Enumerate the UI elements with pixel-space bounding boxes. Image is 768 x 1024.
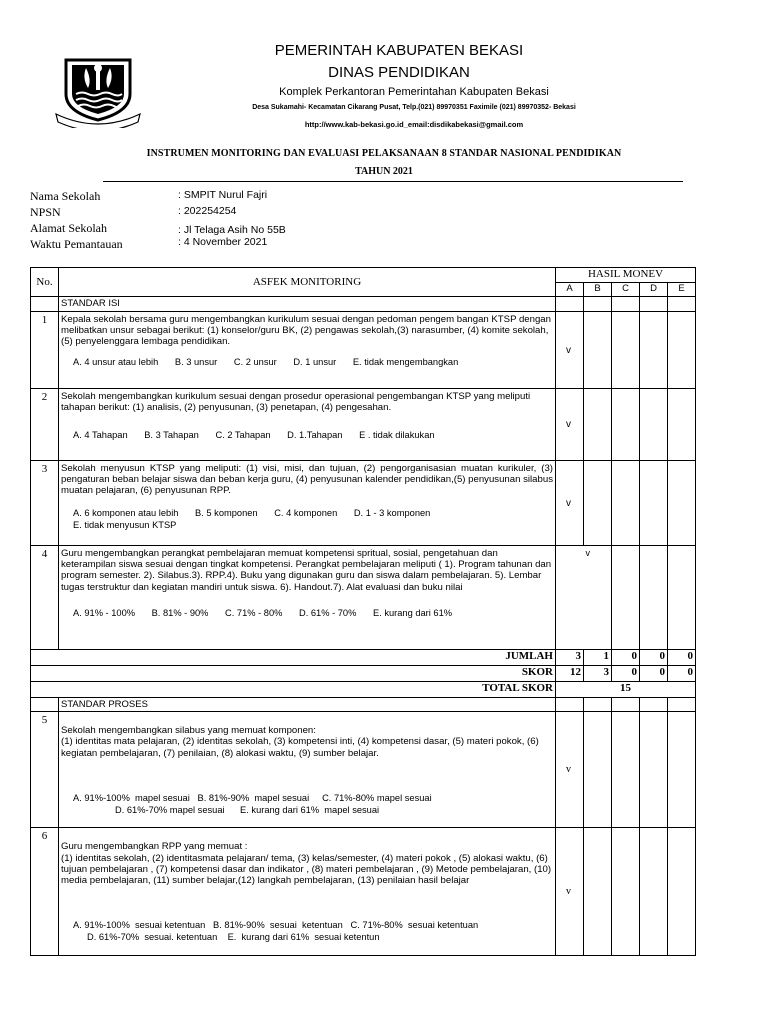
table-row: [31, 461, 696, 546]
section-row: [31, 297, 696, 312]
jumlah-e: 0: [668, 650, 696, 666]
total-skor-label: TOTAL SKOR: [31, 682, 556, 698]
title-underline: [103, 181, 683, 182]
check-mark-a: v: [556, 312, 584, 389]
options-line-2: D. 61%-70% sesuai. ketentuan E. kurang dari 61% sesuai ketentun: [87, 932, 380, 943]
info-value-npsn: : 202254254: [178, 205, 237, 217]
row-number: 4: [31, 546, 59, 650]
table-header-row: [31, 268, 696, 283]
check-mark-a: v: [556, 712, 584, 828]
option-e: E. tidak mengembangkan: [352, 356, 459, 367]
option-c: C. 4 komponen: [274, 507, 338, 518]
option-d: D. 61% - 70%: [299, 607, 357, 618]
option-a: A. 91% - 100%: [73, 607, 136, 618]
answer-options: [61, 919, 553, 943]
skor-row: [31, 666, 696, 682]
jumlah-a: 3: [556, 650, 584, 666]
jumlah-label: JUMLAH: [31, 650, 556, 666]
option-d: D. 1.Tahapan: [287, 430, 343, 441]
header-no: No.: [31, 268, 59, 297]
answer-options: [61, 356, 553, 368]
option-b: B. 3 Tahapan: [144, 430, 199, 441]
skor-c: 0: [612, 666, 640, 682]
row-number: 2: [31, 389, 59, 461]
answer-options: [61, 792, 553, 816]
header-grade-c: C: [612, 283, 640, 297]
header-grade-a: A: [556, 283, 584, 297]
options-line-2: D. 61%-70% mapel sesuai E. kurang dari 61% mapel sesuai: [115, 805, 380, 816]
option-d: D. 1 - 3 komponen: [353, 507, 431, 518]
document-title: INSTRUMEN MONITORING DAN EVALUASI PELAKSANAAN 8 STANDAR NASIONAL PENDIDIKAN: [146, 148, 622, 159]
question-cell: [59, 389, 556, 461]
table-row: [31, 312, 696, 389]
question-text: Sekolah mengembangkan kurikulum sesuai dengan prosedur operasional pengembangan KTSP yang meliputi tahapan berikut: (1) analisis, (2) penyusunan, (3) penetapan, (4) pengesahan.: [61, 391, 531, 414]
header-grade-b: B: [584, 283, 612, 297]
letterhead-department: DINAS PENDIDIKAN: [328, 64, 470, 81]
option-b: B. 81% - 90%: [151, 607, 209, 618]
skor-d: 0: [640, 666, 668, 682]
check-mark-a: v: [556, 828, 584, 955]
option-a: A. 6 komponen atau lebih: [73, 507, 179, 518]
table-row: [31, 712, 696, 828]
option-c: C. 2 Tahapan: [215, 430, 271, 441]
info-value-address: : Jl Telaga Asih No 55B: [178, 224, 286, 236]
info-label-school-name: Nama Sekolah: [30, 189, 101, 203]
question-text: Kepala sekolah bersama guru mengembangkan kurikulum sesuai dengan pedoman pengem bangan KTSP dengan melibatkan unsur sebagai berikut: (1) konselor/guru BK, (2) pengawas sekolah,(3) narasumber, (4) komite sekolah, (5) penyelenggara lembaga pendidikan.: [61, 314, 551, 348]
option-c: C. 2 unsur: [233, 356, 277, 367]
total-skor-row: [31, 682, 696, 698]
answer-options: [61, 429, 553, 441]
monitoring-table: [30, 267, 696, 956]
info-value-monitoring-date: : 4 November 2021: [178, 236, 268, 248]
row-number: 5: [31, 712, 59, 828]
question-cell: [59, 546, 556, 650]
option-a: A. 4 unsur atau lebih: [73, 356, 159, 367]
section-standar-isi: STANDAR ISI: [59, 297, 556, 312]
option-e: E . tidak dilakukan: [359, 430, 435, 441]
option-c: C. 71% - 80%: [225, 607, 283, 618]
skor-a: 12: [556, 666, 584, 682]
skor-label: SKOR: [31, 666, 556, 682]
options-line-1: A. 91%-100% sesuai ketentuan B. 81%-90% sesuai ketentuan C. 71%-80% sesuai ketentuan: [73, 920, 479, 931]
answer-options: [61, 607, 553, 619]
letterhead-complex: Komplek Perkantoran Pemerintahan Kabupaten Bekasi: [279, 86, 549, 98]
option-d: D. 1 unsur: [293, 356, 337, 367]
letterhead-address: Desa Sukamahi- Kecamatan Cikarang Pusat, Telp.(021) 89970351 Faximile (021) 89970352- Bekasi: [252, 104, 576, 111]
question-text: Guru mengembangkan RPP yang memuat : (1) identitas sekolah, (2) identitasmata pelajaran/ tema, (3) kelas/semester, (4) materi pokok , (5) alokasi waktu, (6) tujuan pembelajaran , (7) kompetensi dasar dan indikator , (8) materi pembelajaran , (9) Metode pembelajaran, (10) media pembelajaran, (11) sumber belajar,(12) langkah pembelajaran, (13) penilaian hasil belajar: [61, 841, 552, 887]
check-mark-b: v: [584, 546, 612, 650]
jumlah-d: 0: [640, 650, 668, 666]
option-b: B. 5 komponen: [195, 507, 258, 518]
option-a: A. 4 Tahapan: [73, 430, 128, 441]
question-cell: [59, 312, 556, 389]
header-hasil-monev: HASIL MONEV: [556, 268, 696, 283]
letterhead-web-email: http://www.kab-bekasi.go.id_email:disdikabekasi@gmail.com: [304, 120, 524, 129]
question-cell: [59, 712, 556, 828]
jumlah-c: 0: [612, 650, 640, 666]
section-row: [31, 698, 696, 712]
question-cell: [59, 461, 556, 546]
option-e: E. kurang dari 61%: [372, 607, 453, 618]
question-cell: [59, 828, 556, 955]
option-b: B. 3 unsur: [174, 356, 218, 367]
info-label-monitoring-date: Waktu Pemantauan: [30, 237, 123, 251]
info-label-address: Alamat Sekolah: [30, 221, 107, 235]
header-grade-d: D: [640, 283, 668, 297]
table-row: [31, 389, 696, 461]
check-mark-a: v: [556, 461, 584, 546]
jumlah-row: [31, 650, 696, 666]
info-label-npsn: NPSN: [30, 205, 61, 219]
letterhead-government: PEMERINTAH KABUPATEN BEKASI: [274, 42, 524, 59]
row-number: 6: [31, 828, 59, 955]
info-value-school-name: : SMPIT Nurul Fajri: [178, 189, 268, 201]
answer-options: [61, 507, 553, 531]
document-year: TAHUN 2021: [355, 166, 413, 177]
row-number: 1: [31, 312, 59, 389]
check-mark-a: v: [556, 389, 584, 461]
options-line-1: A. 91%-100% mapel sesuai B. 81%-90% mapel sesuai C. 71%-80% mapel sesuai: [73, 793, 432, 804]
question-text: Guru mengembangkan perangkat pembelajaran memuat kompetensi spritual, sosial, pengetahuan dan keterampilan siswa sesuai dengan tingkat kompetensi. Perangkat pembelajaran meliputi ( 1). Program tahunan dan program semester. 2). Silabus.3). RPP.4). Buku yang digunakan guru dan siswa dalam pembelajaran. 5). Lembar tugas terstruktur dan kegiatan mandiri untuk siswa. 6). Handout.7). Alat evaluasi dan buku nilai: [61, 548, 552, 593]
header-aspek-monitoring: ASFEK MONITORING: [59, 268, 556, 297]
table-row: [31, 828, 696, 955]
section-standar-proses: STANDAR PROSES: [59, 698, 556, 712]
question-text: Sekolah menyusun KTSP yang meliputi: (1) visi, misi, dan tujuan, (2) pengorganisasian muatan kurikuler, (3) pengaturan beban belajar siswa dan beban kerja guru, (4) penyusunan kalender pendidikan,(5) penyusunan silabus muatan pelajaran, (6) penyusunan RPP.: [61, 463, 553, 497]
total-skor-value: 15: [556, 682, 696, 698]
question-text: Sekolah mengembangkan silabus yang memuat komponen: (1) identitas mata pelajaran, (2) identitas sekolah, (3) kompetensi inti, (4) kompetensi dasar, (5) materi pokok, (6) kegiatan pembelajaran, (7) penilaian, (8) alokasi waktu, (9) sumber belajar.: [61, 725, 539, 759]
jumlah-b: 1: [584, 650, 612, 666]
row-number: 3: [31, 461, 59, 546]
skor-e: 0: [668, 666, 696, 682]
option-e: E. tidak menyusun KTSP: [73, 519, 177, 530]
header-grade-e: E: [668, 283, 696, 297]
table-row: [31, 546, 696, 650]
skor-b: 3: [584, 666, 612, 682]
